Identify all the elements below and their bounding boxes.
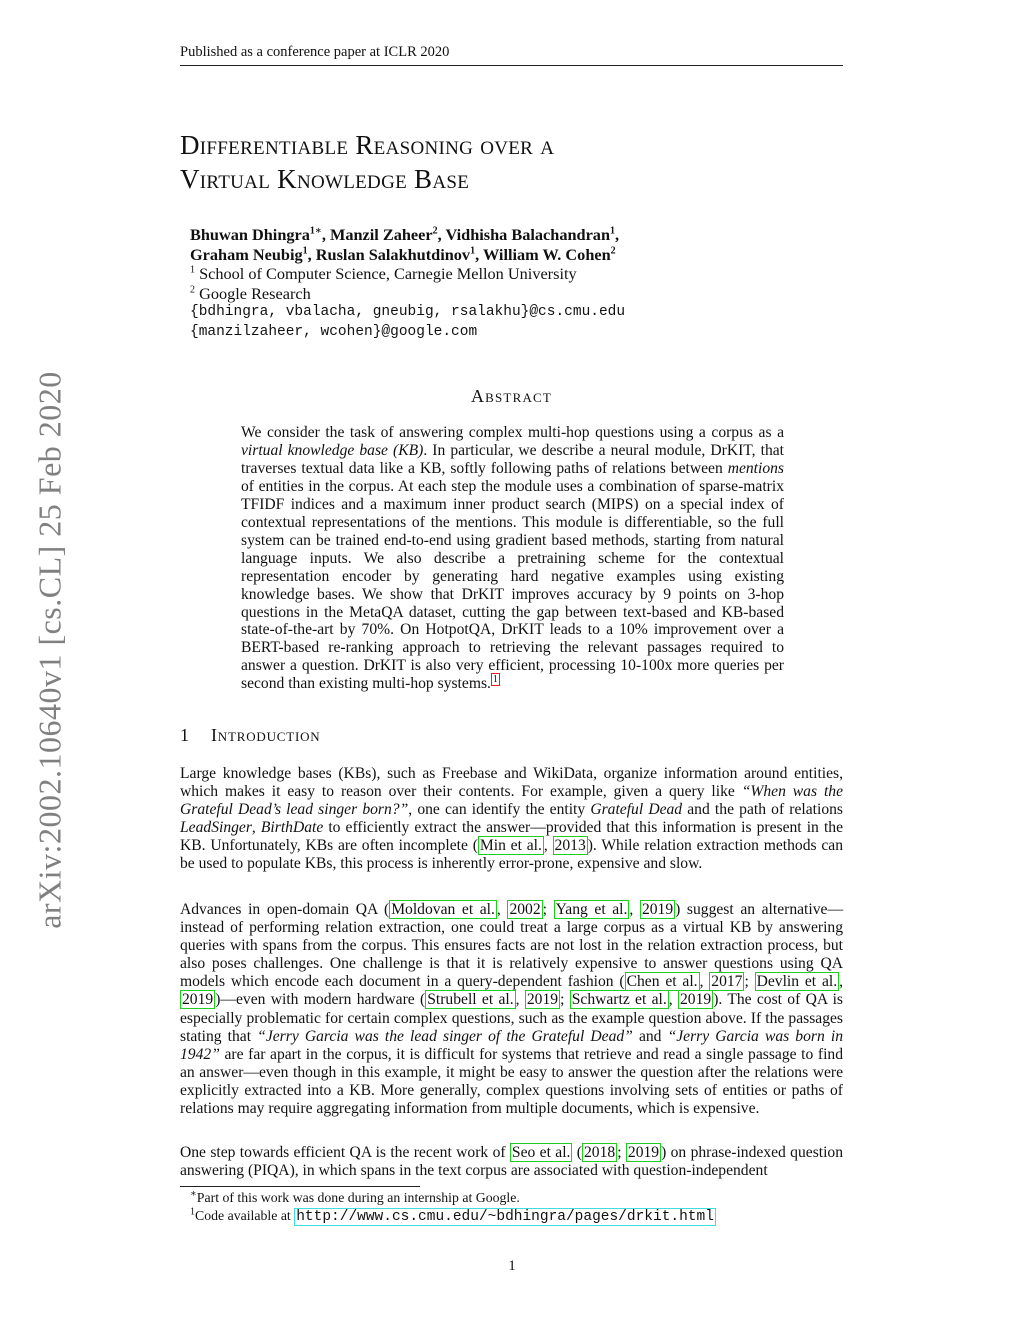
- email-cmu[interactable]: {bdhingra, vbalacha, gneubig, rsalakhu}@cs.cmu.edu: [190, 304, 626, 320]
- citation-link[interactable]: Min et al.: [479, 837, 542, 855]
- author-affil-mark: 1: [610, 225, 615, 237]
- author-name: William W. Cohen: [482, 244, 611, 264]
- body-text: are far apart in the corpus, it is difficult for systems that retrieve and read a single passage to find an answer—even though in this example, it might be easy to answer the question after the relations were explicitly extracted into a KB. More generally, complex questions involving sets of entities or paths of relations may require aggregating information from multiple documents, which is expensive.: [180, 1045, 843, 1118]
- body-text: ,: [668, 991, 678, 1009]
- author-list: [190, 225, 830, 264]
- author-affil-mark: 1∗: [309, 225, 322, 237]
- affiliation-1: [190, 264, 830, 284]
- body-text: ). While relation extraction methods can be used to populate KBs, this process is inherently error-prone, expensive and slow.: [180, 837, 844, 873]
- body-text: , one can identify the entity: [408, 801, 591, 819]
- citation-link[interactable]: Devlin et al.: [756, 973, 838, 991]
- citation-link[interactable]: 2002: [509, 901, 541, 918]
- running-header: Published as a conference paper at ICLR 2020: [180, 44, 450, 60]
- citation-link[interactable]: Seo et al.: [511, 1144, 571, 1161]
- page-number: 1: [508, 1258, 516, 1274]
- relation-term: BirthDate: [260, 819, 324, 837]
- citation-link[interactable]: Schwartz et al.: [571, 991, 667, 1009]
- body-text: ,: [699, 973, 710, 991]
- section-number: 1: [180, 725, 190, 745]
- affiliation-2: [190, 284, 830, 304]
- citation-link[interactable]: 2019: [641, 901, 674, 918]
- title-line-2: Virtual Knowledge Base: [180, 164, 470, 194]
- body-text: ,: [496, 901, 508, 918]
- arxiv-sidebar: [20, 360, 80, 940]
- footnote-code: [190, 1207, 716, 1226]
- body-text: ,: [251, 819, 261, 837]
- affiliation-text: School of Computer Science, Carnegie Mellon University: [199, 264, 577, 283]
- affil-mark: 1: [190, 264, 195, 276]
- body-text: ,: [543, 837, 553, 855]
- intro-paragraph-1: [180, 765, 843, 874]
- relation-term: LeadSinger: [180, 819, 252, 837]
- author-name: Bhuwan Dhingra: [190, 225, 310, 244]
- email-google[interactable]: {manzilzaheer, wcohen}@google.com: [190, 323, 478, 340]
- affiliations: [190, 264, 830, 342]
- title-line-1: Differentiable Reasoning over a: [180, 130, 555, 160]
- body-text: and: [632, 1027, 668, 1045]
- footnote-ref-link[interactable]: 1: [492, 674, 498, 686]
- section-heading-introduction: [180, 725, 321, 746]
- abstract-text: We consider the task of answering complex multi-hop questions using a corpus as a: [241, 424, 784, 441]
- author-affil-mark: 2: [432, 225, 438, 237]
- citation-link[interactable]: Strubell et al.: [427, 991, 514, 1009]
- citation-link[interactable]: 2019: [526, 991, 559, 1009]
- footnote-text: Code available at: [195, 1208, 295, 1223]
- affil-mark: 2: [190, 284, 195, 296]
- affiliation-text: Google Research: [199, 283, 311, 303]
- citation-link[interactable]: 2019: [627, 1144, 660, 1161]
- citation-link[interactable]: 2019: [182, 991, 214, 1009]
- author-name: Vidhisha Balachandran: [445, 225, 610, 244]
- citation-link[interactable]: 2018: [584, 1144, 616, 1161]
- abstract-body: [241, 424, 784, 693]
- body-text: One step towards efficient QA is the recent work of: [180, 1144, 510, 1161]
- citation-link[interactable]: 2013: [554, 837, 586, 855]
- body-text: ;: [617, 1144, 626, 1161]
- entity-term: Grateful Dead: [590, 801, 683, 819]
- body-text: ,: [515, 991, 525, 1009]
- header-rule: [180, 65, 843, 66]
- citation-link[interactable]: Yang et al.: [555, 901, 628, 918]
- abstract-text: . In particular, we describe a neural module, DrKIT, that traverses textual data like a KB, softly following paths of relations between: [241, 441, 785, 477]
- body-text: and the path of relations: [682, 801, 843, 819]
- intro-paragraph-2: [180, 901, 843, 1118]
- abstract-emphasis: mentions: [727, 459, 784, 477]
- body-text: Large knowledge bases (KBs), such as Freebase and WikiData, organize information around entities, which makes it easy to reason over their contents. For example, given a query like: [180, 765, 843, 801]
- authors-line-1: Bhuwan Dhingra$^{1∗}$, Manzil Zaheer$^2$, Vidhisha Balachandran$^1$,: [190, 225, 620, 244]
- author-name: Ruslan Salakhutdinov: [315, 244, 471, 264]
- quoted-query: “When was the Grateful Dead’s lead singer born?”: [180, 783, 843, 819]
- body-text: Advances in open-domain QA (: [180, 901, 390, 918]
- footnote-mark: ∗: [190, 1188, 197, 1200]
- authors-line-2: Graham Neubig$^1$, Ruslan Salakhutdinov$^1$, William W. Cohen$^2$: [190, 244, 616, 264]
- body-text: ) on phrase-indexed question answering (PIQA), in which spans in the text corpus are associated with question-independent: [180, 1144, 844, 1180]
- footnote-text: Part of this work was done during an internship at Google.: [196, 1190, 520, 1205]
- section-title: Introduction: [211, 725, 321, 745]
- arxiv-identifier[interactable]: arXiv:2002.10640v1 [cs.CL] 25 Feb 2020: [31, 371, 68, 929]
- abstract-text: of entities in the corpus. At each step the module uses a combination of sparse-matrix TFIDF indices and a maximum inner product search (MIPS) on a special index of contextual representations of the mentions. This module is differentiable, so the full system can be trained end-to-end using gradient based methods, starting from natural language inputs. We also describe a pretraining scheme for the contextual representation encoder by generating hard negative examples using existing knowledge bases. We show that DrKIT improves accuracy by 9 points on 3-hop questions in the MetaQA dataset, cutting the gap between text-based and KB-based state-of-the-art by 70%. On HotpotQA, DrKIT leads to a 10% improvement over a BERT-based re-ranking approach to retrieving the relevant passages required to answer a question. DrKIT is also very efficient, processing 10-100x more queries per second than existing multi-hop systems.: [241, 477, 784, 693]
- code-url-link[interactable]: http://www.cs.cmu.edu/~bdhingra/pages/drkit.html: [296, 1209, 714, 1225]
- body-text: ;: [560, 991, 570, 1009]
- author-affil-mark: 1: [470, 245, 476, 257]
- body-text: to efficiently extract the answer—provided that this information is present in the KB. Unfortunately, KBs are often incomplete (: [180, 819, 843, 855]
- author-name: Manzil Zaheer: [329, 225, 433, 244]
- quoted-fact: “Jerry Garcia was born in 1942”: [180, 1027, 843, 1063]
- abstract-emphasis: virtual knowledge base (KB): [241, 441, 424, 459]
- citation-link[interactable]: 2017: [711, 973, 743, 991]
- body-text: (: [572, 1144, 582, 1161]
- author-name: Graham Neubig: [190, 244, 303, 264]
- citation-link[interactable]: Chen et al.: [626, 973, 698, 991]
- footnote-mark: 1: [190, 1206, 195, 1218]
- body-text: ;: [744, 973, 755, 991]
- paper-title: [180, 128, 843, 196]
- body-text: ) suggest an alternative—instead of performing relation extraction, one could treat a large corpus as a virtual KB by answering queries with spans from the corpus. This ensures facts are not lost in the relation extraction process, but also poses challenges. One challenge is that it is relatively expensive to answer questions using QA models which encode each document in a query-dependent fashion (: [180, 901, 844, 991]
- footnote-internship: [190, 1189, 520, 1206]
- author-affil-mark: 2: [610, 245, 616, 257]
- citation-link[interactable]: 2019: [680, 991, 712, 1009]
- author-affil-mark: 1: [302, 245, 308, 257]
- citation-link[interactable]: Moldovan et al.: [391, 901, 495, 918]
- body-text: ;: [542, 901, 554, 918]
- body-text: )—even with modern hardware (: [215, 991, 426, 1009]
- footnote-rule: [180, 1186, 420, 1187]
- quoted-fact: “Jerry Garcia was the lead singer of the Grateful Dead”: [257, 1027, 633, 1045]
- body-text: ). The cost of QA is especially problematic for certain complex questions, such as the example question above. If the passages stating that: [180, 991, 843, 1045]
- abstract-heading: Abstract: [470, 386, 553, 406]
- intro-paragraph-3: [180, 1144, 843, 1180]
- body-text: ,: [629, 901, 640, 918]
- body-text: ,: [839, 973, 844, 991]
